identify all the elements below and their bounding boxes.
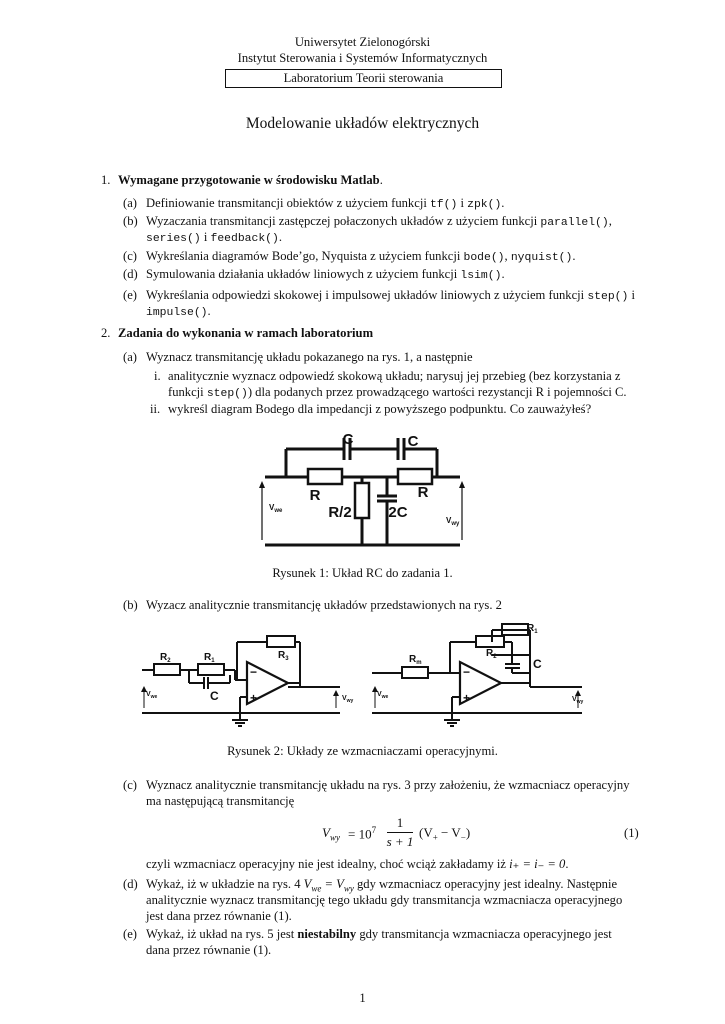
item-2e-label: (e) (123, 927, 137, 941)
item-2e-line1: Wykaż, iż układ na rys. 5 jest niestabilny gdy transmitancja wzmacniacza operacyjnego jest (146, 927, 612, 941)
fig1-label-r-half: R/2 (328, 504, 352, 521)
section-2-number: 2. (101, 326, 111, 340)
item-1c-label: (c) (123, 249, 137, 263)
fig1-label-c-left: C (342, 431, 354, 448)
item-2a-i-line2: funkcji step()) dla podanych przez prowadzącego wartości rezystancji R i pojemności C. (168, 385, 627, 400)
figure-1-rc-circuit (255, 428, 470, 556)
eq-fraction-bar (387, 832, 413, 833)
fig1-label-r-left: R (309, 487, 321, 504)
item-1d-label: (d) (123, 267, 138, 281)
item-2c-line2: ma następującą transmitancję (146, 794, 295, 808)
fig2-right-vout: $V_{wy}$ (572, 696, 584, 705)
item-2c-after: czyli wzmacniacz operacyjny nie jest idealny, choć wciąż zakładamy iż i₊ = i₋ = 0. (146, 857, 569, 871)
item-1b-label: (b) (123, 214, 138, 228)
eq-fraction-den: s + 1 (386, 834, 414, 849)
eq-fraction-num: 1 (396, 815, 404, 830)
institute-name: Instytut Sterowania i Systemów Informatycznych (237, 51, 488, 65)
item-2a-label: (a) (123, 350, 137, 364)
fig2-left-c: C (210, 689, 219, 703)
item-2d-line1: Wykaż, iż w układzie na rys. 4 $V_{we} = V_{wy}$ gdy wzmacniacz operacyjny jest idealny. Następnie (146, 877, 618, 894)
item-1e-line1: Wykreślania odpowiedzi skokowej i impulsowej układów liniowych z użyciem funkcji step() i (146, 288, 635, 303)
item-1a: Definiowanie transmitancji obiektów z użyciem funkcji tf() i zpk(). (146, 196, 505, 211)
fig2-right-r2: $R_2$ (486, 648, 497, 660)
lab-box: Laboratorium Teorii sterowania (225, 69, 502, 88)
fig1-label-c-double: 2C (388, 504, 408, 521)
figure-1-caption: Rysunek 1: Układ RC do zadania 1. (272, 566, 453, 580)
equation-number: (1) (624, 826, 639, 840)
item-2b: Wyzacz analitycznie transmitancję układów przedstawionych na rys. 2 (146, 598, 502, 612)
item-2a: Wyznacz transmitancję układu pokazanego na rys. 1, a następnie (146, 350, 473, 364)
section-2-title: Zadania do wykonania w ramach laboratorium (118, 326, 374, 340)
item-2b-label: (b) (123, 598, 138, 612)
item-1c: Wykreślania diagramów Bode’go, Nyquista z użyciem funkcji bode(), nyquist(). (146, 249, 576, 264)
fig2-right-minus: − (463, 665, 471, 679)
item-1e-label: (e) (123, 288, 137, 302)
item-2d-label: (d) (123, 877, 138, 891)
fig2-left-minus: − (250, 665, 258, 679)
item-1e-line2: impulse(). (146, 304, 211, 319)
item-1b-line1: Wyzaczania transmitancji zastępczej połaczonych układów z użyciem funkcji parallel(), (146, 214, 612, 229)
eq-lhs: $V_{wy}$ (322, 825, 340, 843)
section-1-number: 1. (101, 173, 111, 187)
fig1-label-r-right: R (417, 484, 429, 501)
page-number: 1 (359, 991, 366, 1005)
item-1b-line2: series() i feedback(). (146, 230, 282, 245)
fig2-left-r1: $R_1$ (204, 652, 215, 664)
page-title: Modelowanie układów elektrycznych (245, 115, 480, 132)
fig2-right-c: C (533, 657, 542, 671)
fig1-label-vout: $V_{wy}$ (446, 516, 460, 527)
fig2-left-vin: $V_{we}$ (146, 691, 158, 700)
item-2e-line2: dana przez równanie (1). (146, 943, 272, 957)
item-2a-i-label: i. (154, 369, 161, 383)
figure-2-caption: Rysunek 2: Układy ze wzmacniaczami operacyjnymi. (227, 744, 498, 758)
fig2-left-plus: + (250, 691, 258, 705)
eq-coeff: = $10^7$ (348, 825, 377, 842)
fig2-left-vout: $V_{wy}$ (342, 695, 354, 704)
fig2-right-plus: + (463, 691, 471, 705)
fig2-left-r3: $R_3$ (278, 650, 289, 662)
fig1-label-c-right: C (407, 433, 419, 450)
eq-rhs: $(V_+ - V_-)$ (419, 825, 471, 843)
section-1-title: Wymagane przygotowanie w środowisku Matlab. (118, 173, 383, 187)
fig2-left-r2: $R_2$ (160, 652, 171, 664)
item-2a-ii: wykreśl diagram Bodego dla impedancji z powyższego podpunktu. Co zauważyłeś? (168, 402, 592, 416)
figure-2-opamp-circuits (140, 618, 590, 738)
item-2a-ii-label: ii. (150, 402, 161, 416)
item-1d: Symulowania działania układów liniowych z użyciem funkcji lsim(). (146, 267, 505, 282)
fig2-right-vin: $V_{we}$ (377, 691, 389, 700)
item-2c-line1: Wyznacz analitycznie transmitancję układu na rys. 3 przy założeniu, że wzmacniacz operacyjny (146, 778, 630, 792)
item-1a-label: (a) (123, 196, 137, 210)
fig2-right-r1: $R_1$ (527, 623, 538, 635)
fig2-right-rm: $R_m$ (409, 654, 422, 666)
university-name: Uniwersytet Zielonogórski (294, 35, 431, 49)
fig1-label-vin: $V_{we}$ (269, 503, 283, 514)
item-2c-label: (c) (123, 778, 137, 792)
item-2d-line2: analitycznie wyznacz transmitancję tego układu gdy transmitancja wzmacniacza operacyjnego (146, 893, 623, 907)
item-2d-line3: jest dana przez równanie (1). (146, 909, 292, 923)
item-2a-i-line1: analitycznie wyznacz odpowiedź skokową układu; narysuj jej przebieg (bez korzystania z (168, 369, 621, 383)
